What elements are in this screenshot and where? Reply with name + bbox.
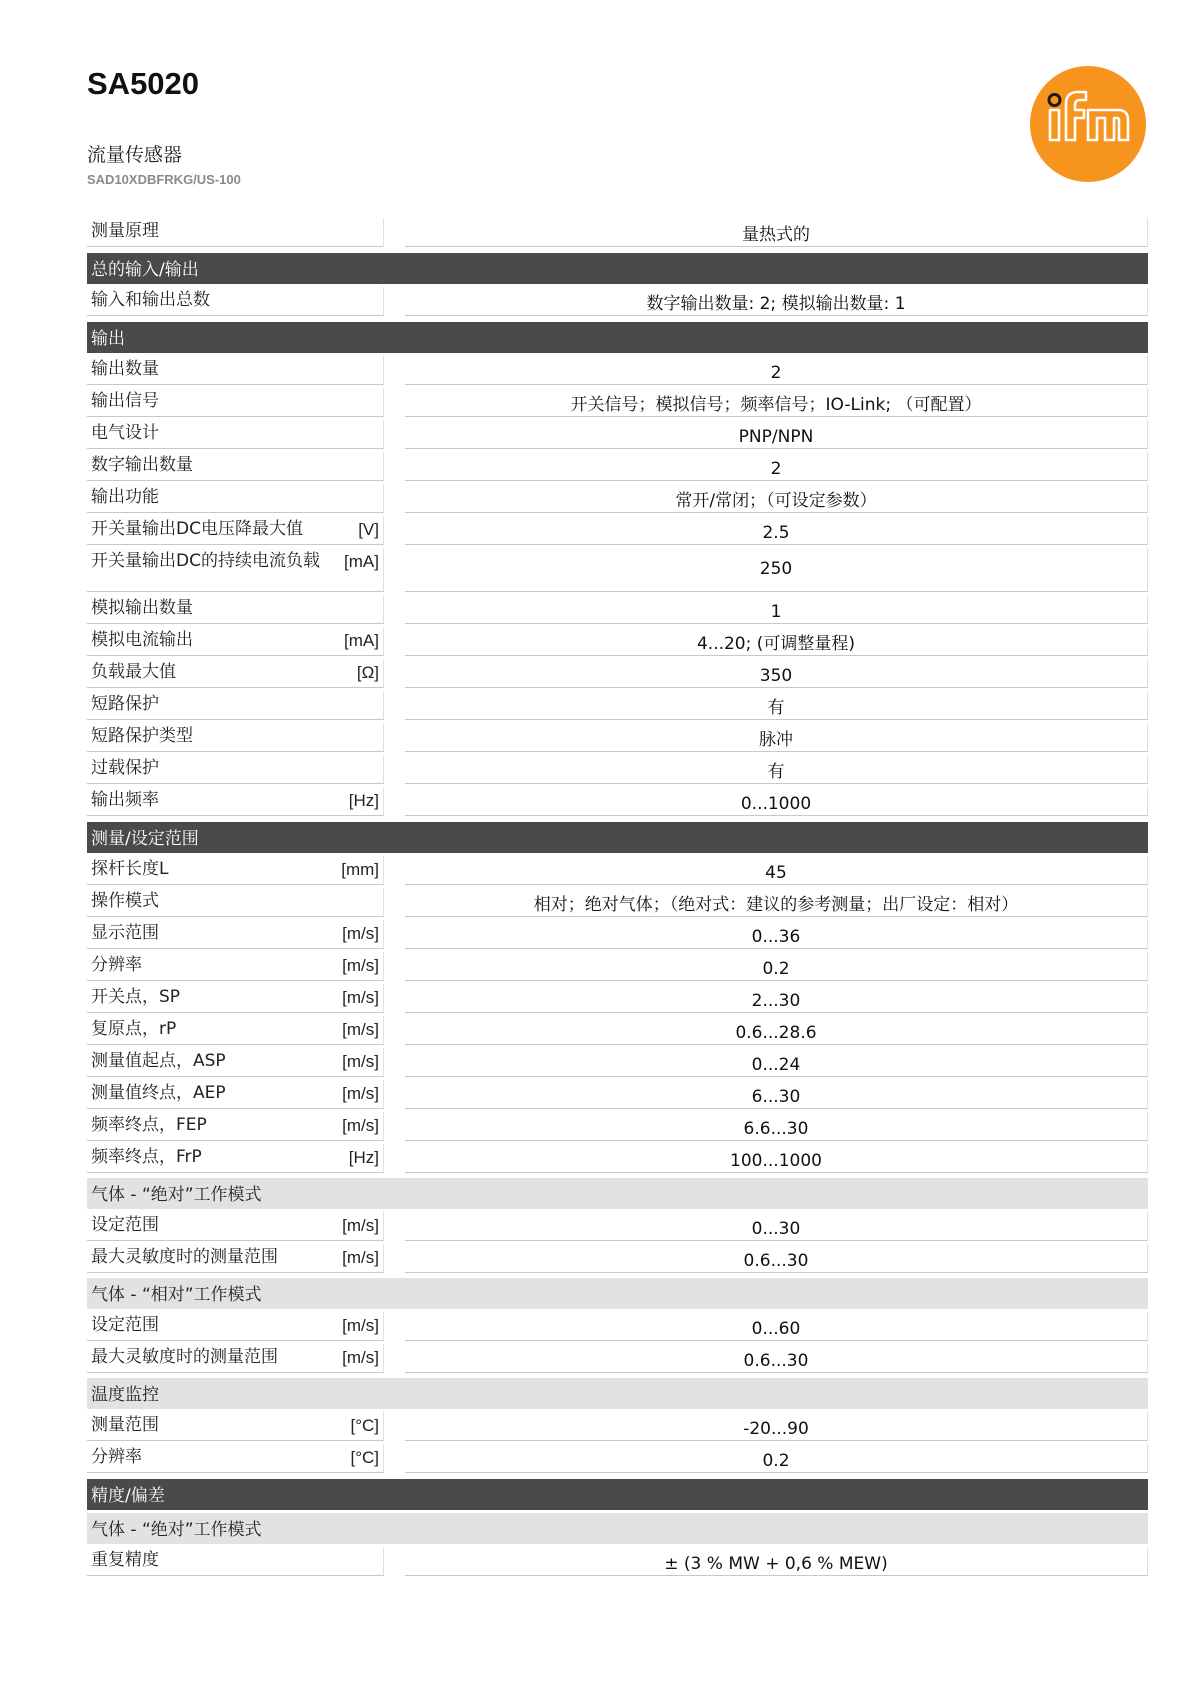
spec-value: 0.6...28.6 xyxy=(405,1016,1148,1045)
section-header: 精度/偏差 xyxy=(87,1479,1148,1510)
spec-row xyxy=(87,1344,1148,1376)
spec-label: 复原点，rP xyxy=(91,1019,177,1039)
spec-row xyxy=(87,388,1148,420)
spec-row xyxy=(87,516,1148,548)
subsection-header: 温度监控 xyxy=(87,1378,1148,1409)
spec-unit: [m/s] xyxy=(342,1116,379,1135)
spec-label-cell xyxy=(87,420,384,449)
spec-label: 数字输出数量 xyxy=(91,455,193,475)
spec-label-cell xyxy=(87,920,384,949)
spec-value: 开关信号；模拟信号；频率信号；IO-Link; （可配置） xyxy=(405,388,1148,417)
spec-label-cell xyxy=(87,659,384,688)
spec-row xyxy=(87,627,1148,659)
spec-row xyxy=(87,1412,1148,1444)
spec-label: 测量值终点，AEP xyxy=(91,1083,226,1103)
section-header: 总的输入/输出 xyxy=(87,253,1148,284)
spec-label-cell xyxy=(87,627,384,656)
spec-label: 设定范围 xyxy=(91,1215,159,1235)
spec-label: 最大灵敏度时的测量范围 xyxy=(91,1347,278,1367)
spec-label-cell xyxy=(87,1412,384,1441)
spec-value: 6.6...30 xyxy=(405,1112,1148,1141)
spec-unit: [m/s] xyxy=(342,1248,379,1267)
spec-value: PNP/NPN xyxy=(405,420,1148,449)
spec-value: 350 xyxy=(405,659,1148,688)
spec-row xyxy=(87,420,1148,452)
spec-label: 短路保护 xyxy=(91,694,159,714)
spec-label-cell xyxy=(87,1344,384,1373)
spec-label: 开关点，SP xyxy=(91,987,181,1007)
spec-unit: [mA] xyxy=(344,631,379,650)
spec-row xyxy=(87,1112,1148,1144)
spec-unit: [mA] xyxy=(344,552,379,571)
spec-unit: [m/s] xyxy=(342,1084,379,1103)
spec-unit: [mm] xyxy=(341,860,379,879)
spec-value: 2 xyxy=(405,356,1148,385)
spec-label: 开关量输出DC的持续电流负载 xyxy=(91,551,320,571)
spec-label-cell xyxy=(87,755,384,784)
spec-value: 0.6...30 xyxy=(405,1344,1148,1373)
spec-label: 频率终点，FEP xyxy=(91,1115,207,1135)
spec-value: 0.6...30 xyxy=(405,1244,1148,1273)
spec-value: 0.2 xyxy=(405,952,1148,981)
spec-label-cell xyxy=(87,452,384,481)
spec-unit: [Hz] xyxy=(348,1148,379,1167)
spec-row xyxy=(87,1547,1148,1579)
spec-label-cell xyxy=(87,484,384,513)
spec-value: 0...36 xyxy=(405,920,1148,949)
spec-label-cell xyxy=(87,1444,384,1473)
spec-label: 分辨率 xyxy=(91,1447,142,1467)
spec-row xyxy=(87,723,1148,755)
spec-unit: [m/s] xyxy=(342,1316,379,1335)
spec-label-cell xyxy=(87,388,384,417)
spec-value: 相对；绝对气体；（绝对式：建议的参考测量；出厂设定：相对） xyxy=(405,888,1148,917)
spec-unit: [V] xyxy=(358,520,379,539)
spec-label-cell xyxy=(87,787,384,816)
spec-label-cell xyxy=(87,984,384,1013)
spec-label-cell xyxy=(87,952,384,981)
spec-value: 6...30 xyxy=(405,1080,1148,1109)
subsection-header: 气体 - “绝对”工作模式 xyxy=(87,1178,1148,1209)
spec-label: 测量范围 xyxy=(91,1415,159,1435)
spec-row xyxy=(87,356,1148,388)
spec-value: 0...1000 xyxy=(405,787,1148,816)
spec-label: 输入和输出总数 xyxy=(91,290,210,310)
spec-value: ± (3 % MW + 0,6 % MEW) xyxy=(405,1547,1148,1576)
spec-label-cell xyxy=(87,691,384,720)
spec-label-cell xyxy=(87,1016,384,1045)
spec-label: 模拟输出数量 xyxy=(91,598,193,618)
spec-label-cell xyxy=(87,1547,384,1576)
spec-row xyxy=(87,484,1148,516)
spec-value: 有 xyxy=(405,755,1148,784)
spec-label-cell xyxy=(87,548,384,592)
spec-label-cell xyxy=(87,287,384,316)
section-header: 输出 xyxy=(87,322,1148,353)
spec-value: 100...1000 xyxy=(405,1144,1148,1173)
spec-label: 输出功能 xyxy=(91,487,159,507)
spec-label: 重复精度 xyxy=(91,1550,159,1570)
spec-row xyxy=(87,952,1148,984)
spec-label-cell xyxy=(87,1048,384,1077)
spec-label-cell xyxy=(87,516,384,545)
spec-row xyxy=(87,218,1148,250)
spec-unit: [Hz] xyxy=(348,791,379,810)
spec-label: 输出信号 xyxy=(91,391,159,411)
spec-label-cell xyxy=(87,1212,384,1241)
spec-unit: [m/s] xyxy=(342,1052,379,1071)
spec-row xyxy=(87,856,1148,888)
spec-value: -20...90 xyxy=(405,1412,1148,1441)
ifm-logo xyxy=(1028,64,1148,184)
spec-label: 模拟电流输出 xyxy=(91,630,193,650)
spec-value: 数字输出数量: 2; 模拟输出数量: 1 xyxy=(405,287,1148,316)
spec-value: 有 xyxy=(405,691,1148,720)
spec-row xyxy=(87,1048,1148,1080)
spec-value: 0...30 xyxy=(405,1212,1148,1241)
spec-row xyxy=(87,920,1148,952)
spec-label: 显示范围 xyxy=(91,923,159,943)
spec-row xyxy=(87,659,1148,691)
spec-label: 过载保护 xyxy=(91,758,159,778)
spec-label: 负载最大值 xyxy=(91,662,176,682)
spec-value: 250 xyxy=(405,548,1148,592)
spec-label-cell xyxy=(87,1080,384,1109)
product-code: SAD10XDBFRKG/US-100 xyxy=(87,172,241,187)
spec-label-cell xyxy=(87,1244,384,1273)
spec-label: 开关量输出DC电压降最大值 xyxy=(91,519,303,539)
product-title: SA5020 xyxy=(87,66,200,101)
spec-label: 频率终点，FrP xyxy=(91,1147,202,1167)
spec-unit: [m/s] xyxy=(342,1216,379,1235)
spec-unit: [°C] xyxy=(350,1448,379,1467)
spec-label: 探杆长度L xyxy=(91,859,169,879)
spec-unit: [Ω] xyxy=(356,663,379,682)
spec-value: 45 xyxy=(405,856,1148,885)
spec-label: 分辨率 xyxy=(91,955,142,975)
spec-label: 输出频率 xyxy=(91,790,159,810)
spec-row xyxy=(87,548,1148,595)
spec-label-cell xyxy=(87,1312,384,1341)
spec-row xyxy=(87,1016,1148,1048)
spec-row xyxy=(87,1212,1148,1244)
section-header: 测量/设定范围 xyxy=(87,822,1148,853)
spec-value: 0...60 xyxy=(405,1312,1148,1341)
spec-value: 2.5 xyxy=(405,516,1148,545)
spec-label-cell xyxy=(87,356,384,385)
spec-label-cell xyxy=(87,888,384,917)
spec-unit: [m/s] xyxy=(342,1348,379,1367)
spec-unit: [m/s] xyxy=(342,988,379,1007)
spec-label: 测量原理 xyxy=(91,221,159,241)
spec-value: 2 xyxy=(405,452,1148,481)
spec-value: 脉冲 xyxy=(405,723,1148,752)
spec-row xyxy=(87,984,1148,1016)
spec-row xyxy=(87,888,1148,920)
spec-label-cell xyxy=(87,218,384,247)
spec-label: 设定范围 xyxy=(91,1315,159,1335)
spec-label: 短路保护类型 xyxy=(91,726,193,746)
spec-unit: [m/s] xyxy=(342,924,379,943)
spec-value: 1 xyxy=(405,595,1148,624)
spec-row xyxy=(87,1144,1148,1176)
spec-label: 操作模式 xyxy=(91,891,159,911)
spec-row xyxy=(87,787,1148,819)
product-subtitle: 流量传感器 xyxy=(87,144,183,166)
spec-label-cell xyxy=(87,723,384,752)
spec-label: 测量值起点，ASP xyxy=(91,1051,226,1071)
spec-row xyxy=(87,595,1148,627)
spec-label: 最大灵敏度时的测量范围 xyxy=(91,1247,278,1267)
spec-value: 2...30 xyxy=(405,984,1148,1013)
spec-unit: [°C] xyxy=(350,1416,379,1435)
spec-row xyxy=(87,1080,1148,1112)
spec-unit: [m/s] xyxy=(342,956,379,975)
spec-row xyxy=(87,755,1148,787)
subsection-header: 气体 - “绝对”工作模式 xyxy=(87,1513,1148,1544)
spec-value: 常开/常闭；（可设定参数） xyxy=(405,484,1148,513)
spec-row xyxy=(87,452,1148,484)
spec-row xyxy=(87,1244,1148,1276)
spec-row xyxy=(87,1444,1148,1476)
spec-row xyxy=(87,287,1148,319)
spec-unit: [m/s] xyxy=(342,1020,379,1039)
spec-label-cell xyxy=(87,1144,384,1173)
spec-row xyxy=(87,1312,1148,1344)
spec-label-cell xyxy=(87,1112,384,1141)
spec-table xyxy=(87,218,1148,1579)
spec-value: 0...24 xyxy=(405,1048,1148,1077)
spec-value: 0.2 xyxy=(405,1444,1148,1473)
spec-row xyxy=(87,691,1148,723)
subsection-header: 气体 - “相对”工作模式 xyxy=(87,1278,1148,1309)
spec-label: 输出数量 xyxy=(91,359,159,379)
spec-label: 电气设计 xyxy=(91,423,159,443)
spec-label-cell xyxy=(87,856,384,885)
spec-value: 4...20; (可调整量程) xyxy=(405,627,1148,656)
spec-label-cell xyxy=(87,595,384,624)
spec-value: 量热式的 xyxy=(405,218,1148,247)
